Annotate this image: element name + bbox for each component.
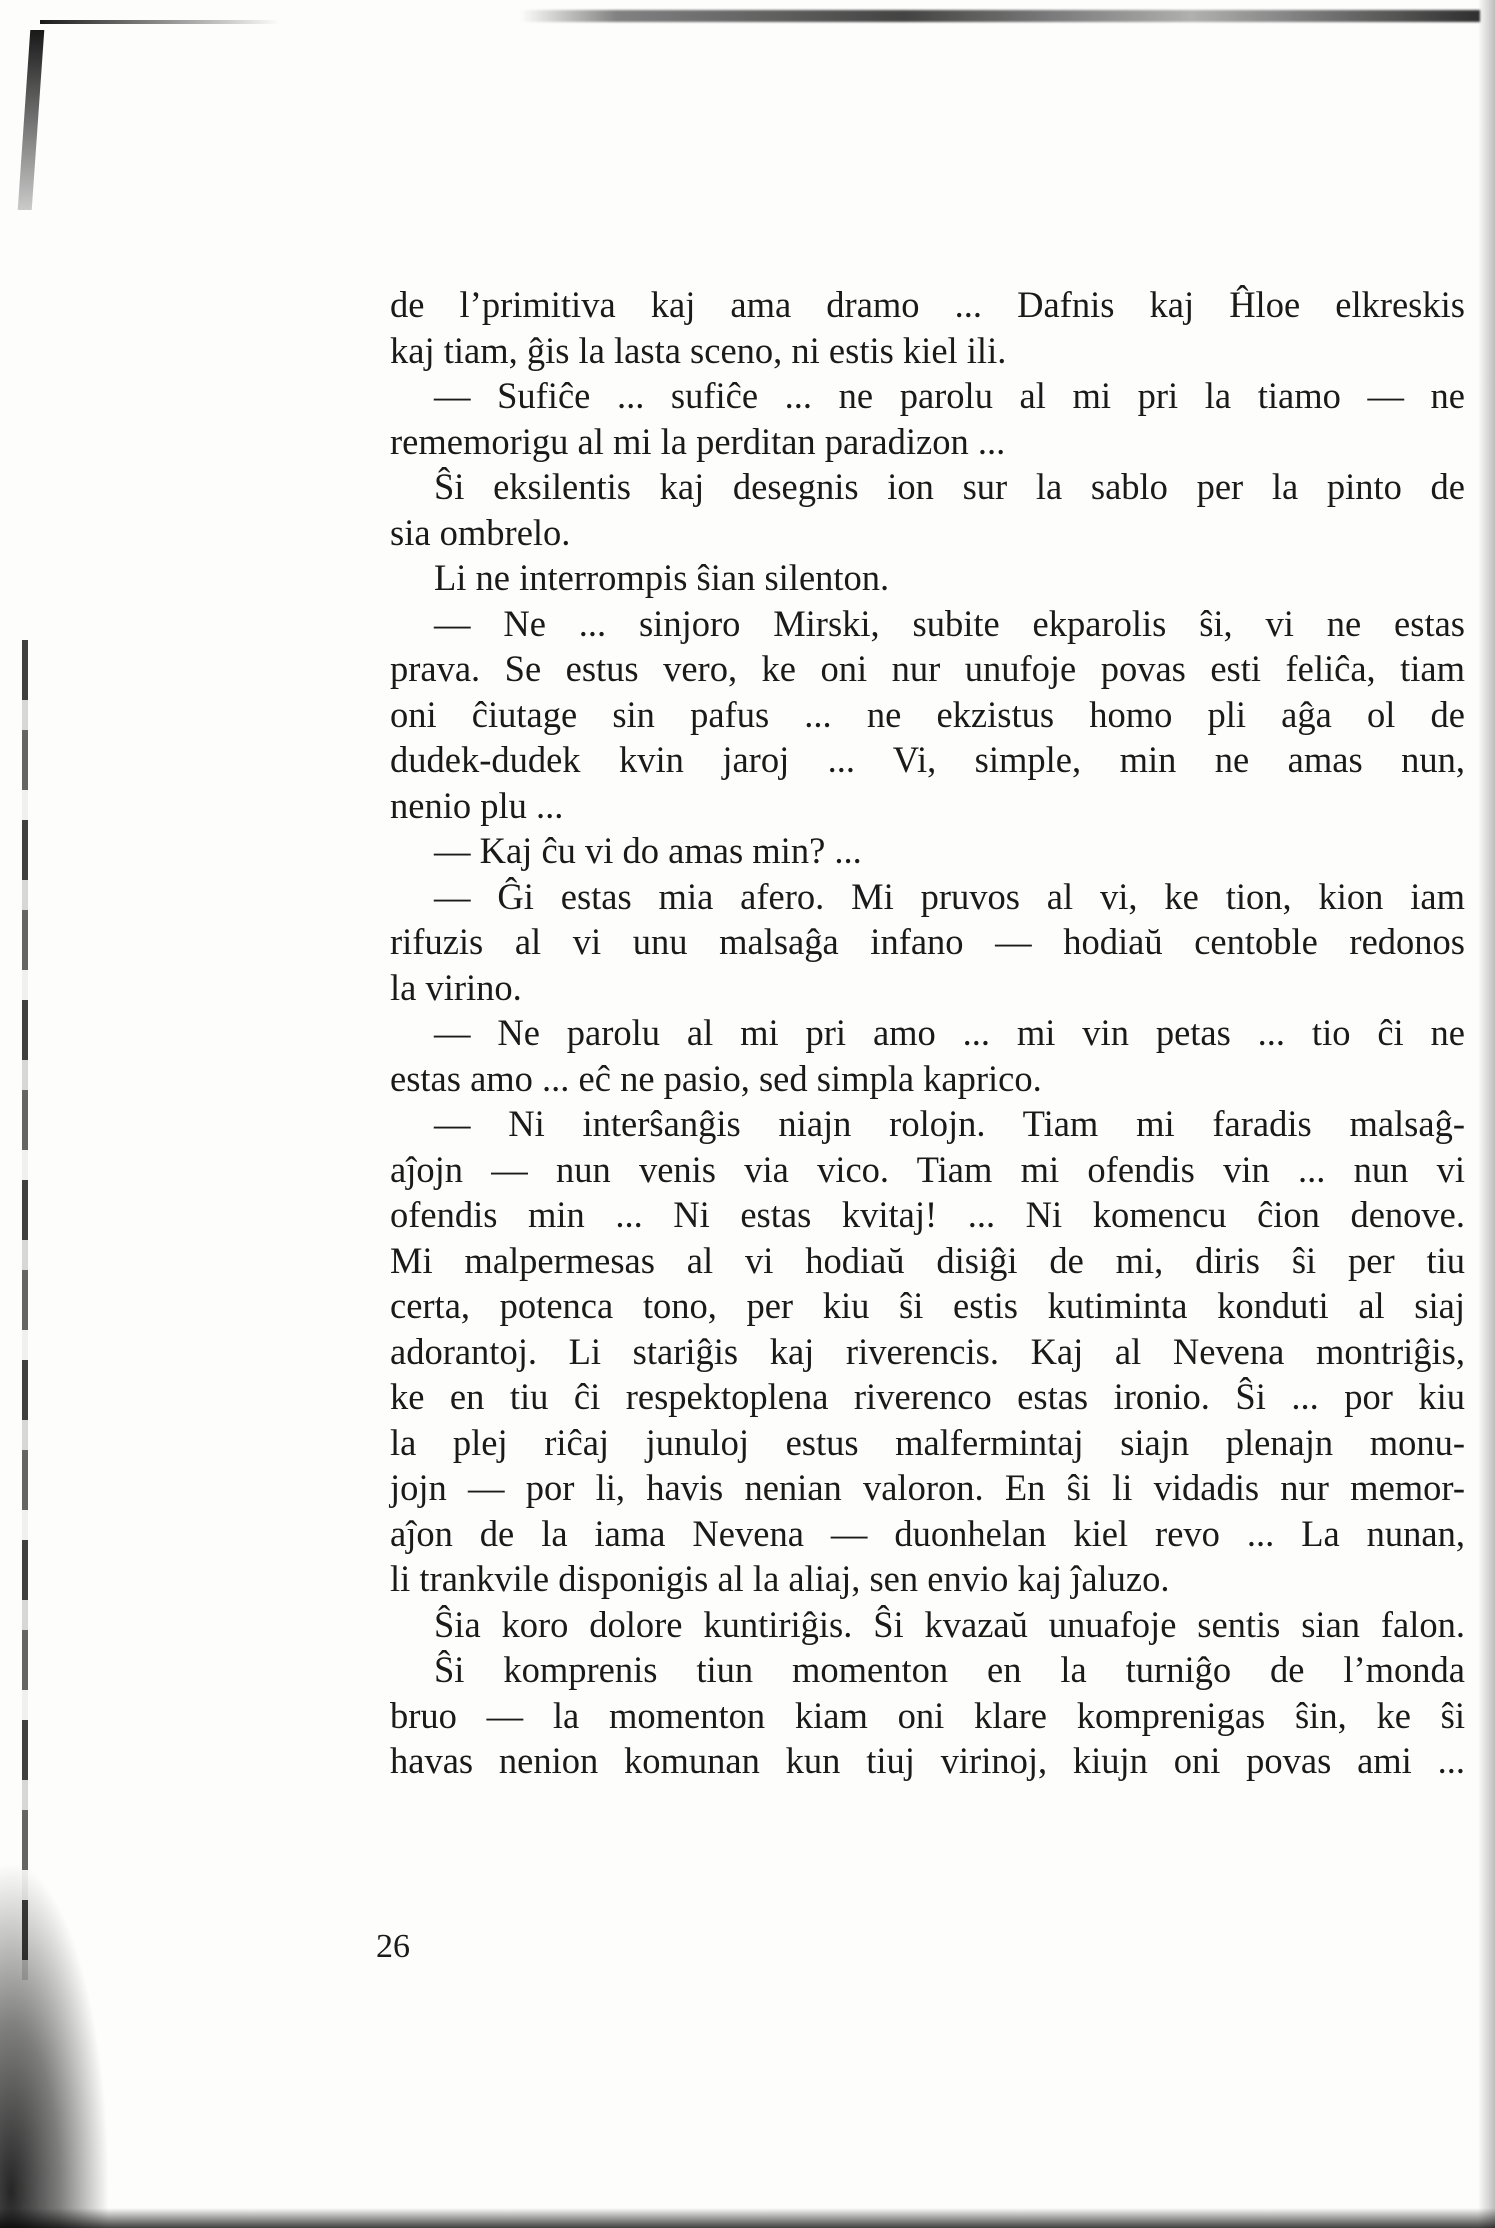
text-line: adorantoj. Li stariĝis kaj riverencis. Kaj al Nevena montriĝis, bbox=[390, 1330, 1465, 1372]
body-text bbox=[390, 282, 1465, 1784]
text-line: — Ne parolu al mi pri amo ... mi vin petas ... tio ĉi ne bbox=[434, 1012, 1465, 1053]
text-line: Ŝi eksilentis kaj desegnis ion sur la sablo per la pinto de bbox=[434, 466, 1465, 507]
text-line: estas amo ... eĉ ne pasio, sed simpla kaprico. bbox=[390, 1057, 1042, 1099]
text-line: Li ne interrompis ŝian silenton. bbox=[434, 557, 890, 598]
text-line: — Ne ... sinjoro Mirski, subite ekparolis ŝi, vi ne estas bbox=[434, 602, 1465, 644]
scan-edge-right bbox=[1478, 0, 1495, 2228]
text-line: havas nenion komunan kun tiuj virinoj, kiujn oni povas ami ... bbox=[390, 1740, 1465, 1781]
scan-edge-top-left bbox=[40, 20, 280, 24]
text-line: — Kaj ĉu vi do amas min? ... bbox=[434, 830, 862, 871]
text-line: prava. Se estus vero, ke oni nur unufoje povas esti feliĉa, tiam bbox=[390, 648, 1465, 689]
text-line: — Ni interŝanĝis niajn rolojn. Tiam mi faradis malsaĝ- bbox=[434, 1103, 1465, 1144]
text-line: li trankvile disponigis al la aliaj, sen envio kaj ĵaluzo. bbox=[390, 1558, 1170, 1599]
text-line: — Ĝi estas mia afero. Mi pruvos al vi, ke tion, kion iam bbox=[434, 875, 1465, 917]
text-line: certa, potenca tono, per kiu ŝi estis kutiminta konduti al siaj bbox=[390, 1285, 1465, 1326]
text-line: ofendis min ... Ni estas kvitaj! ... Ni komencu ĉion denove. bbox=[390, 1194, 1465, 1235]
scan-edge-left bbox=[22, 640, 28, 1980]
scan-edge-left-top bbox=[18, 30, 45, 210]
text-line: kaj tiam, ĝis la lasta sceno, ni estis kiel ili. bbox=[390, 329, 1007, 371]
scan-shadow-bottom-left bbox=[0, 1860, 110, 2228]
text-line: dudek-dudek kvin jaroj ... Vi, simple, min ne amas nun, bbox=[390, 739, 1465, 780]
text-line: ke en tiu ĉi respektoplena riverenco estas ironio. Ŝi ... por kiu bbox=[390, 1376, 1465, 1417]
text-line: de l’primitiva kaj ama dramo ... Dafnis kaj Ĥloe elkreskis bbox=[390, 284, 1465, 325]
page-number: 26 bbox=[376, 1928, 410, 1965]
text-line: Ŝia koro dolore kuntiriĝis. Ŝi kvazaŭ unuafoje sentis sian falon. bbox=[434, 1603, 1465, 1645]
text-line: Ŝi komprenis tiun momenton en la turniĝo de l’monda bbox=[434, 1649, 1465, 1690]
scan-edge-bottom bbox=[0, 2208, 1495, 2228]
text-line: nenio plu ... bbox=[390, 784, 564, 826]
text-line: aĵon de la iama Nevena — duonhelan kiel revo ... La nunan, bbox=[390, 1512, 1465, 1554]
text-line: jojn — por li, havis nenian valoron. En ŝi li vidadis nur memor- bbox=[390, 1467, 1465, 1508]
text-line: rememorigu al mi la perditan paradizon ... bbox=[390, 420, 1006, 462]
text-line: bruo — la momenton kiam oni klare komprenigas ŝin, ke ŝi bbox=[390, 1694, 1465, 1736]
text-line: rifuzis al vi unu malsaĝa infano — hodiaŭ centoble redonos bbox=[390, 921, 1465, 962]
text-line: la plej riĉaj junuloj estus malfermintaj siajn plenajn monu- bbox=[390, 1421, 1465, 1463]
text-line: la virino. bbox=[390, 966, 522, 1008]
text-line: oni ĉiutage sin pafus ... ne ekzistus homo pli aĝa ol de bbox=[390, 693, 1465, 735]
text-line: sia ombrelo. bbox=[390, 511, 571, 553]
text-line: Mi malpermesas al vi hodiaŭ disiĝi de mi, diris ŝi per tiu bbox=[390, 1239, 1465, 1281]
text-line: aĵojn — nun venis via vico. Tiam mi ofendis vin ... nun vi bbox=[390, 1148, 1465, 1190]
scan-edge-top bbox=[520, 10, 1480, 22]
text-line: — Sufiĉe ... sufiĉe ... ne parolu al mi pri la tiamo — ne bbox=[434, 375, 1465, 416]
